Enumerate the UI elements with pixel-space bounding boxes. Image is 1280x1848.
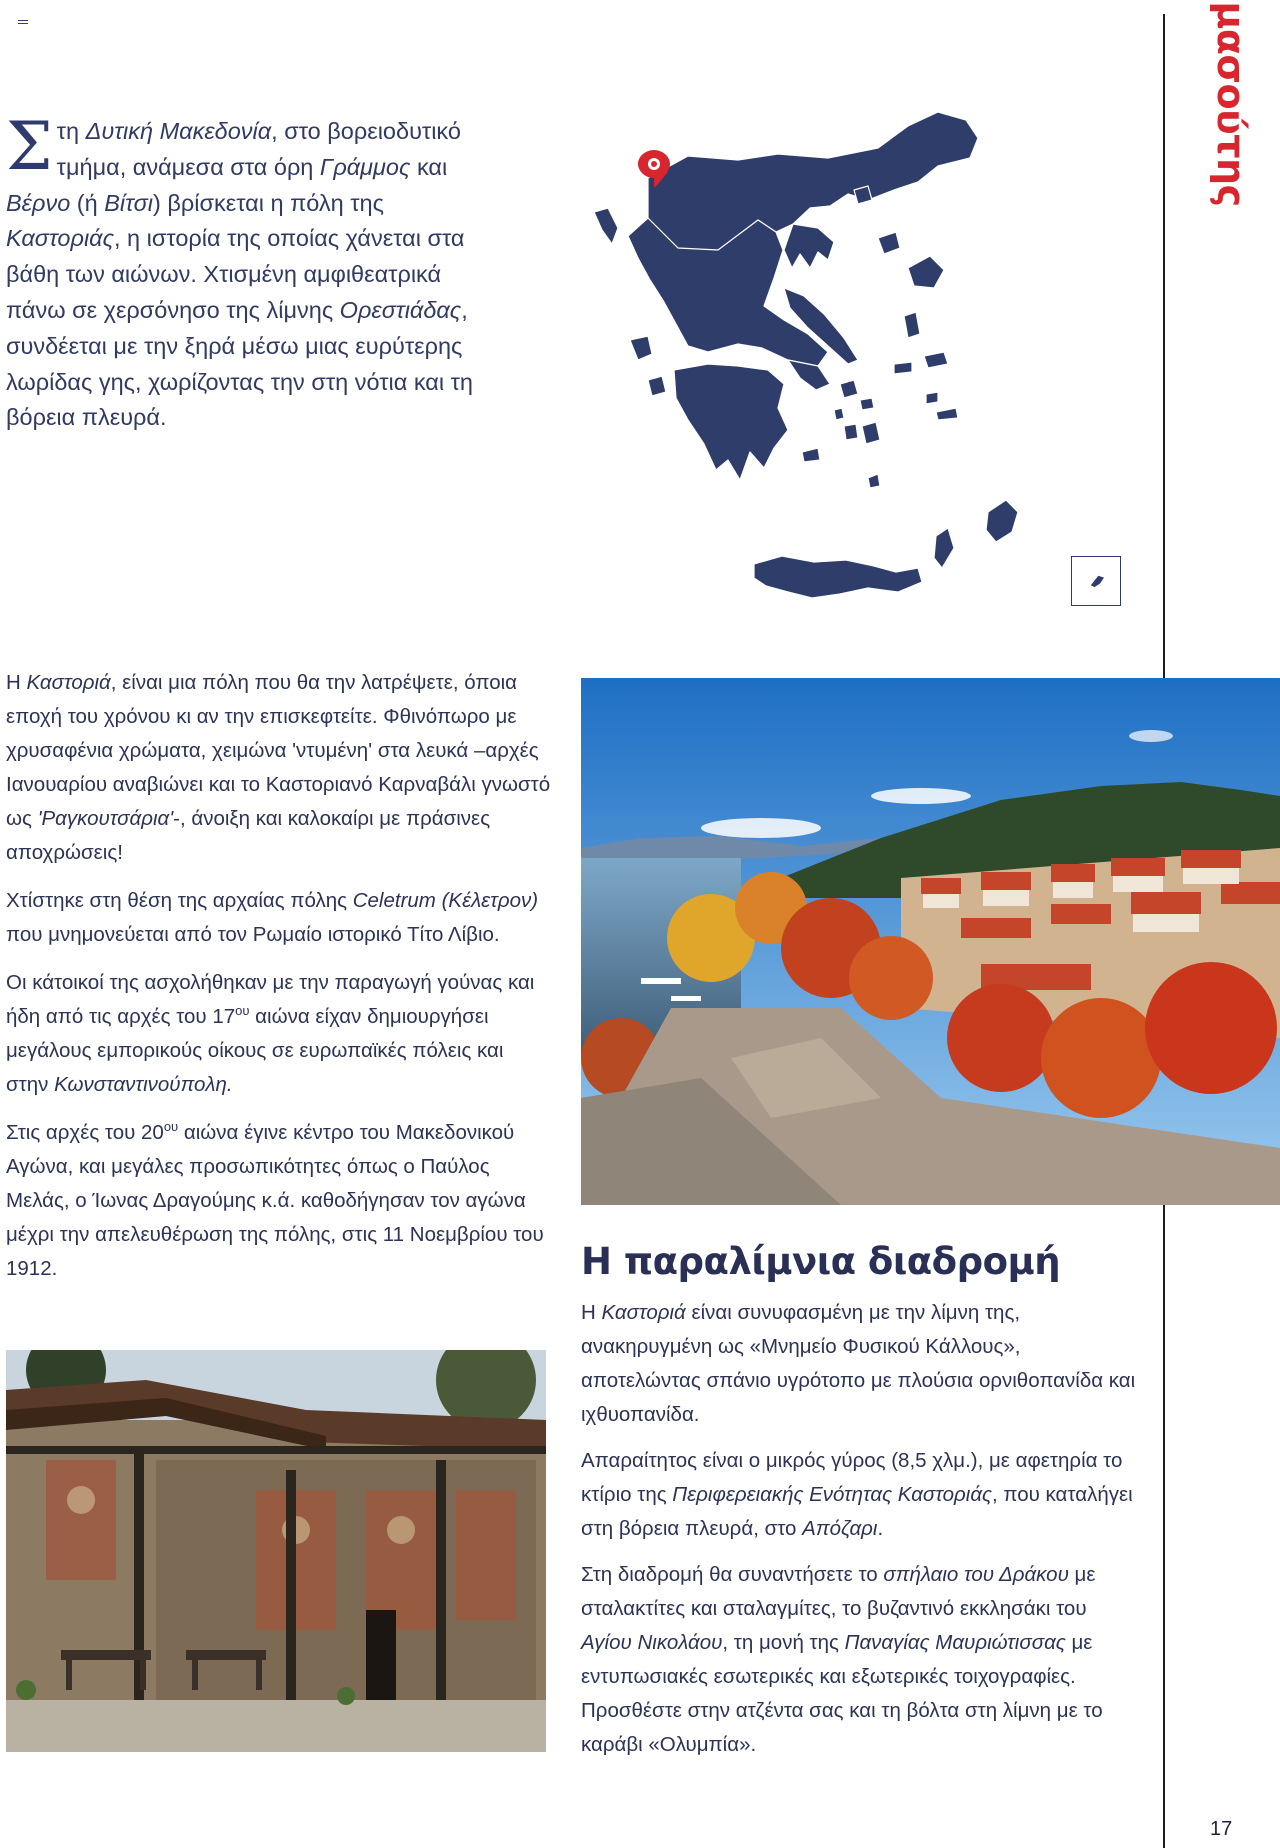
intro-paragraph: τη Δυτική Μακεδονία, στο βορειοδυτικό τμήμα, ανάμεσα στα όρη Γράμμος και Βέρνο (ή Βίτσι) βρίσκεται η πόλη της Καστοριάς, η ιστορία της οποίας χάνεται στα βάθη των αιώνων. Χτισμένη αμφιθεατρικά πάνω σε χερσόνησο της λίμνης Ορεστιάδας, συνδέεται με την ξηρά μέσω μιας ευρύτερης λωρίδας γης, χωρίζοντας την στη νότια και τη βόρεια πλευρά. xyxy=(6,118,473,431)
left-paragraph-4: Στις αρχές του $20^{o\upsilon}$ αιώνα έγινε κέντρο του Μακεδονικού Αγώνα, και μεγάλες προσωπικότητες όπως ο Παύλος Μελάς, ο Ίωνας Δραγούμης κ.ά. καθοδήγησαν τον αγώνα μέχρι την απελευθέρωση της πόλης, στις 11 Νοεμβρίου του 1912. xyxy=(6,1119,544,1280)
map-island-crete xyxy=(754,556,922,598)
section-heading: Η παραλίμνια διαδρομή xyxy=(581,1240,1061,1283)
map-island-samos xyxy=(924,352,948,368)
drop-cap: Σ xyxy=(6,108,53,185)
map-island-kos xyxy=(936,408,958,420)
map-island-naxos xyxy=(862,422,880,444)
map-island-corfu xyxy=(594,208,618,244)
map-region-attica xyxy=(788,360,830,390)
byzantine-church-photo xyxy=(6,1350,546,1752)
brand-name: μασούτης xyxy=(1209,1,1253,207)
map-island-karpathos xyxy=(934,528,954,568)
left-paragraph-3: Οι κάτοικοί της ασχολήθηκαν με την παραγωγή γούνας και ήδη από τις αρχές του $17^{o\upsilon}$ αιώνα είχαν δημιουργήσει μεγάλους εμπορικούς οίκους σε ευρωπαϊκές πόλεις και στην Κωνσταντινούπολη. xyxy=(6,971,535,1096)
map-region-peloponnese xyxy=(674,364,788,480)
map-island-chios xyxy=(904,312,920,338)
map-island-rhodes xyxy=(986,500,1018,542)
page-number: 17 xyxy=(1210,1818,1233,1840)
map-island-ikaria xyxy=(894,362,912,374)
kastoria-lakeside-photo xyxy=(581,678,1280,1205)
map-island-zakynthos xyxy=(648,376,666,396)
map-island-thasos xyxy=(854,186,872,204)
map-inset-box xyxy=(1071,556,1121,606)
map-island-paros xyxy=(844,424,858,440)
kastellorizo-inset-icon xyxy=(1072,557,1119,604)
menu-icon[interactable] xyxy=(18,20,28,26)
map-island-lemnos xyxy=(878,232,900,254)
left-paragraph-1: Η Καστοριά, είναι μια πόλη που θα την λατρέψετε, όποια εποχή του χρόνου κι αν την επισκεφτείτε. Φθινόπωρο με χρυσαφένια χρώματα, χειμώνα 'ντυμένη' στα λευκά –αρχές Ιανουαρίου αναβιώνει και το Καστοριανό Καρναβάλι γνωστό ως 'Ραγκουτσάρια'-, άνοιξη και καλοκαίρι με πράσινες αποχρώσεις! xyxy=(6,671,551,864)
map-island-kefalonia xyxy=(630,336,652,360)
left-paragraph-2: Χτίστηκε στη θέση της αρχαίας πόλης Celetrum (Κέλετρον) που μνημονεύεται από τον Ρωμαίο ιστορικό Τίτο Λίβιο. xyxy=(6,889,539,946)
map-island-santorini xyxy=(868,474,880,488)
intro-text xyxy=(6,108,476,436)
right-paragraph-1: Η Καστοριά είναι συνυφασμένη με την λίμνη της, ανακηρυγμένη ως «Μνημείο Φυσικού Κάλλους», αποτελώντας σπάνιο υγρότοπο με πλούσια ορνιθοπανίδα και ιχθυοπανίδα. xyxy=(581,1301,1136,1426)
map-island-milos xyxy=(802,448,820,462)
greece-map xyxy=(578,108,1124,628)
right-column-text xyxy=(581,1296,1141,1774)
map-island-andros xyxy=(840,380,858,398)
right-paragraph-3: Στη διαδρομή θα συναντήσετε το σπήλαιο του Δράκου με σταλακτίτες και σταλαγμίτες, το βυζαντινό εκκλησάκι του Αγίου Νικολάου, τη μονή της Παναγίας Μαυριώτισσας με εντυπωσιακές εσωτερικές και εξωτερικές τοιχογραφίες. Προσθέστε στην ατζέντα σας και τη βόλτα στη λίμνη με το καράβι «Ολυμπία». xyxy=(581,1563,1103,1756)
right-paragraph-2: Απαραίτητος είναι ο μικρός γύρος (8,5 χλμ.), με αφετηρία το κτίριο της Περιφερειακής Ενότητας Καστοριάς, που καταλήγει στη βόρεια πλευρά, στο Απόζαρι. xyxy=(581,1449,1133,1540)
brand-logo xyxy=(1208,1,1254,207)
map-island-tinos xyxy=(860,398,874,410)
map-island-lesbos xyxy=(908,256,944,288)
map-island-syros xyxy=(834,408,844,420)
left-column-text xyxy=(6,666,551,1300)
map-region-chalkidiki xyxy=(784,224,834,268)
map-island-kalymnos xyxy=(926,392,938,404)
